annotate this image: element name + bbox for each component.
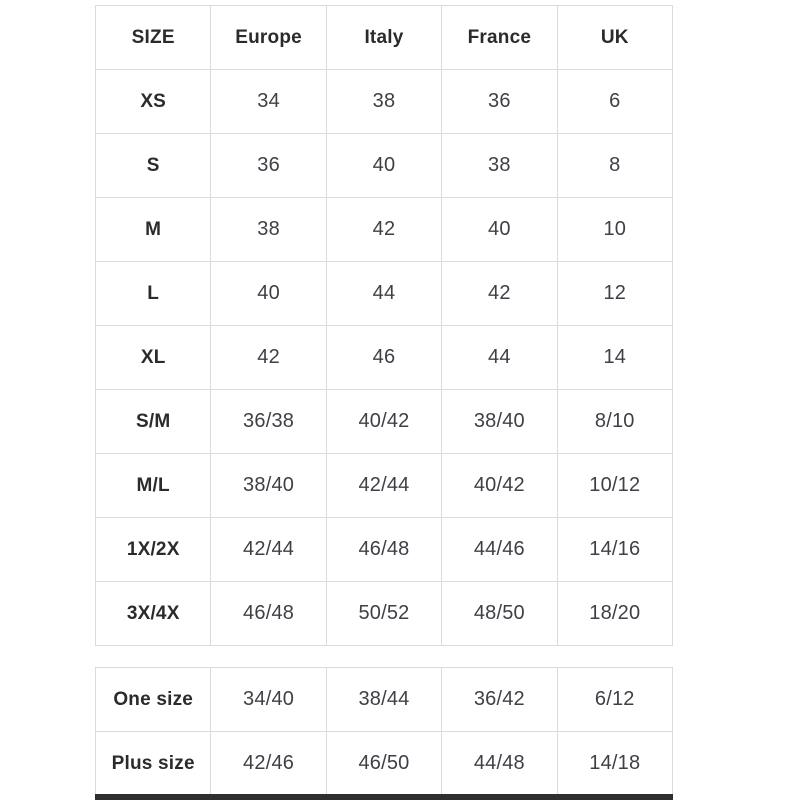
- row-label: M/L: [96, 454, 211, 518]
- table-cell: 14/16: [557, 518, 672, 582]
- table-row-xl: [96, 326, 673, 390]
- table-cell: 36: [211, 134, 326, 198]
- table-cell: 44/46: [442, 518, 557, 582]
- table-cell: 48/50: [442, 582, 557, 646]
- table-cell: 44: [326, 262, 441, 326]
- table-cell: 42: [442, 262, 557, 326]
- table-cell: 18/20: [557, 582, 672, 646]
- table-row-l: [96, 262, 673, 326]
- row-label: 1X/2X: [96, 518, 211, 582]
- table-cell: 34/40: [211, 668, 326, 732]
- cut-off-section-divider: [95, 794, 673, 800]
- table-row-plus-size: [96, 732, 673, 796]
- table-row-one-size: [96, 668, 673, 732]
- table-cell: 42: [211, 326, 326, 390]
- table-cell: 40/42: [326, 390, 441, 454]
- table-cell: 42/46: [211, 732, 326, 796]
- special-sizes-body: [96, 668, 673, 796]
- row-label: S/M: [96, 390, 211, 454]
- row-label: One size: [96, 668, 211, 732]
- table-cell: 38/40: [211, 454, 326, 518]
- table-row-3x-4x: [96, 582, 673, 646]
- row-label: XL: [96, 326, 211, 390]
- table-row-s-m: [96, 390, 673, 454]
- table-cell: 38/44: [326, 668, 441, 732]
- column-header-france: France: [442, 6, 557, 70]
- column-header-uk: UK: [557, 6, 672, 70]
- table-cell: 42: [326, 198, 441, 262]
- table-cell: 40: [442, 198, 557, 262]
- table-cell: 40: [211, 262, 326, 326]
- table-cell: 46: [326, 326, 441, 390]
- table-cell: 36/38: [211, 390, 326, 454]
- table-row-xs: [96, 70, 673, 134]
- table-cell: 36/42: [442, 668, 557, 732]
- table-cell: 36: [442, 70, 557, 134]
- table-cell: 38/40: [442, 390, 557, 454]
- table-cell: 46/48: [326, 518, 441, 582]
- row-label: XS: [96, 70, 211, 134]
- size-conversion-table: [95, 5, 673, 646]
- table-cell: 8/10: [557, 390, 672, 454]
- table-cell: 42/44: [211, 518, 326, 582]
- row-label: Plus size: [96, 732, 211, 796]
- table-cell: 10/12: [557, 454, 672, 518]
- column-header-europe: Europe: [211, 6, 326, 70]
- table-cell: 8: [557, 134, 672, 198]
- table-cell: 14/18: [557, 732, 672, 796]
- table-cell: 14: [557, 326, 672, 390]
- table-cell: 50/52: [326, 582, 441, 646]
- table-cell: 42/44: [326, 454, 441, 518]
- header-row: [96, 6, 673, 70]
- table-cell: 38: [326, 70, 441, 134]
- table-cell: 44: [442, 326, 557, 390]
- row-label: L: [96, 262, 211, 326]
- table-cell: 10: [557, 198, 672, 262]
- table-cell: 38: [211, 198, 326, 262]
- table-cell: 34: [211, 70, 326, 134]
- table-cell: 40/42: [442, 454, 557, 518]
- table-row-s: [96, 134, 673, 198]
- column-header-italy: Italy: [326, 6, 441, 70]
- column-header-size: SIZE: [96, 6, 211, 70]
- table-cell: 6: [557, 70, 672, 134]
- table-row-m: [96, 198, 673, 262]
- table-cell: 46/50: [326, 732, 441, 796]
- table-row-m-l: [96, 454, 673, 518]
- table-cell: 6/12: [557, 668, 672, 732]
- size-table-header: [96, 6, 673, 70]
- row-label: 3X/4X: [96, 582, 211, 646]
- table-cell: 12: [557, 262, 672, 326]
- special-sizes-table: [95, 667, 673, 796]
- table-cell: 38: [442, 134, 557, 198]
- row-label: M: [96, 198, 211, 262]
- table-cell: 40: [326, 134, 441, 198]
- table-cell: 46/48: [211, 582, 326, 646]
- size-table-body: [96, 70, 673, 646]
- table-cell: 44/48: [442, 732, 557, 796]
- row-label: S: [96, 134, 211, 198]
- table-row-1x-2x: [96, 518, 673, 582]
